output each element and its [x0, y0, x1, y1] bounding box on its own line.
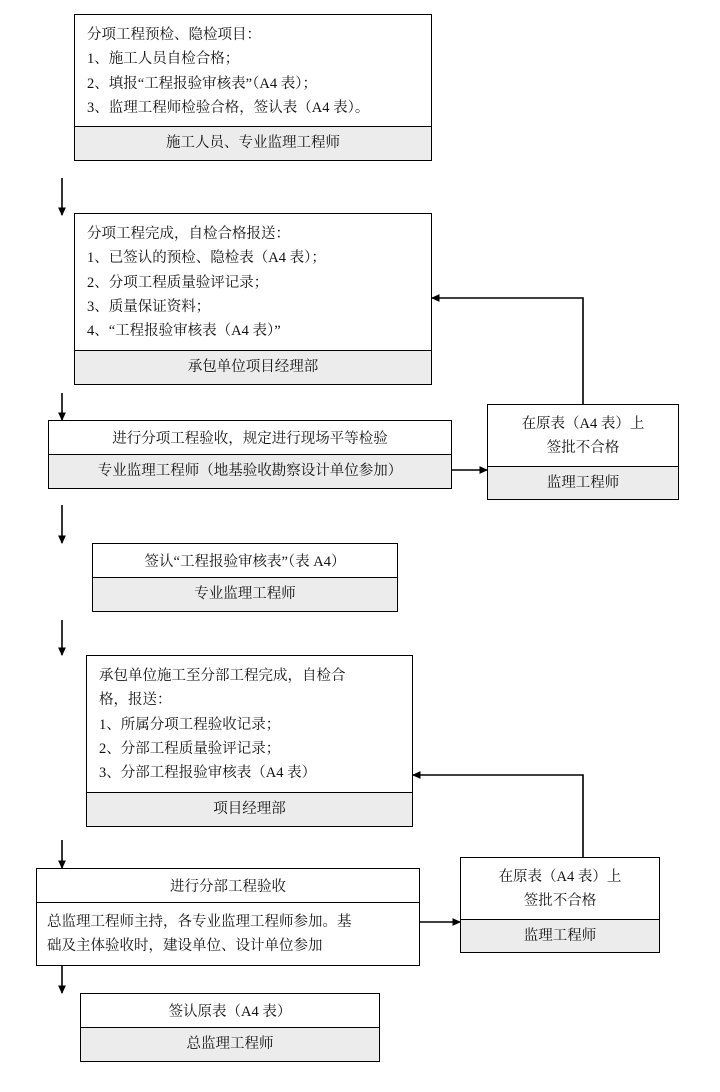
- node-n4-body: [488, 405, 678, 466]
- node-n6-line-4: 3、分部工程报验审核表（A4 表）: [99, 765, 317, 782]
- node-n7[interactable]: [36, 868, 420, 966]
- node-n1-line-3: 3、监理工程师检验合格，签认表（A4 表）。: [87, 100, 370, 117]
- node-n4-line-1: 签批不合格: [546, 440, 620, 457]
- node-n3[interactable]: [48, 420, 452, 489]
- node-n2-line-0: 分项工程完成，自检合格报送：: [87, 226, 290, 242]
- node-n6-line-1: 格，报送：: [99, 692, 172, 709]
- node-n1-role: 施工人员、专业监理工程师: [75, 126, 431, 160]
- node-n7-line-1: 础及主体验收时，建设单位、设计单位参加: [47, 938, 323, 955]
- node-n1-line-1: 1、施工人员自检合格；: [87, 51, 240, 68]
- node-n6-role: 项目经理部: [87, 792, 412, 826]
- node-n2-role: 承包单位项目经理部: [75, 350, 431, 384]
- node-n6-line-0: 承包单位施工至分部工程完成，自检合: [99, 668, 346, 684]
- node-n6-line-2: 1、所属分项工程验收记录；: [99, 716, 281, 733]
- node-n1-line-0: 分项工程预检、隐检项目：: [87, 27, 261, 43]
- node-n2-line-1: 1、已签认的预检、隐检表（A4 表）；: [87, 250, 326, 267]
- node-n8-body: [461, 858, 659, 919]
- node-n6-body: [87, 656, 412, 792]
- node-n1[interactable]: [74, 14, 432, 161]
- node-n8[interactable]: [460, 857, 660, 953]
- node-n3-body: 进行分项工程验收，规定进行现场平等检验: [112, 431, 388, 447]
- node-n7-title: 进行分部工程验收: [170, 879, 286, 895]
- node-n2-body: [75, 214, 431, 350]
- node-n2-line-3: 3、质量保证资料；: [87, 299, 211, 316]
- node-n9-body: 签认原表（A4 表）: [168, 1004, 292, 1020]
- node-n5-role: 专业监理工程师: [93, 577, 397, 611]
- node-n2-line-2: 2、分项工程质量验评记录；: [87, 274, 269, 291]
- node-n9-role: 总监理工程师: [81, 1027, 379, 1061]
- node-n2-line-4: 4、“工程报验审核表（A4 表）”: [87, 323, 281, 340]
- node-n8-role: 监理工程师: [461, 919, 659, 953]
- node-n6[interactable]: [86, 655, 413, 827]
- node-n7-detail: [37, 902, 419, 965]
- node-n6-line-3: 2、分部工程质量验评记录；: [99, 741, 281, 758]
- node-n5[interactable]: [92, 543, 398, 612]
- node-n5-body: 签认“工程报验审核表”（表 A4）: [144, 554, 346, 570]
- node-n4-role: 监理工程师: [488, 466, 678, 500]
- node-n7-line-0: 总监理工程师主持，各专业监理工程师参加。基: [47, 914, 352, 930]
- node-n3-role: 专业监理工程师（地基验收勘察设计单位参加）: [49, 454, 451, 488]
- node-n2[interactable]: [74, 213, 432, 385]
- node-n8-line-1: 签批不合格: [523, 893, 597, 910]
- node-n8-line-0: 在原表（A4 表）上: [498, 869, 622, 885]
- node-n1-line-2: 2、填报“工程报验审核表”（A4 表）；: [87, 75, 317, 92]
- node-n4-line-0: 在原表（A4 表）上: [521, 416, 645, 432]
- node-n4[interactable]: [487, 404, 679, 500]
- node-n9[interactable]: [80, 993, 380, 1062]
- node-n1-body: [75, 15, 431, 126]
